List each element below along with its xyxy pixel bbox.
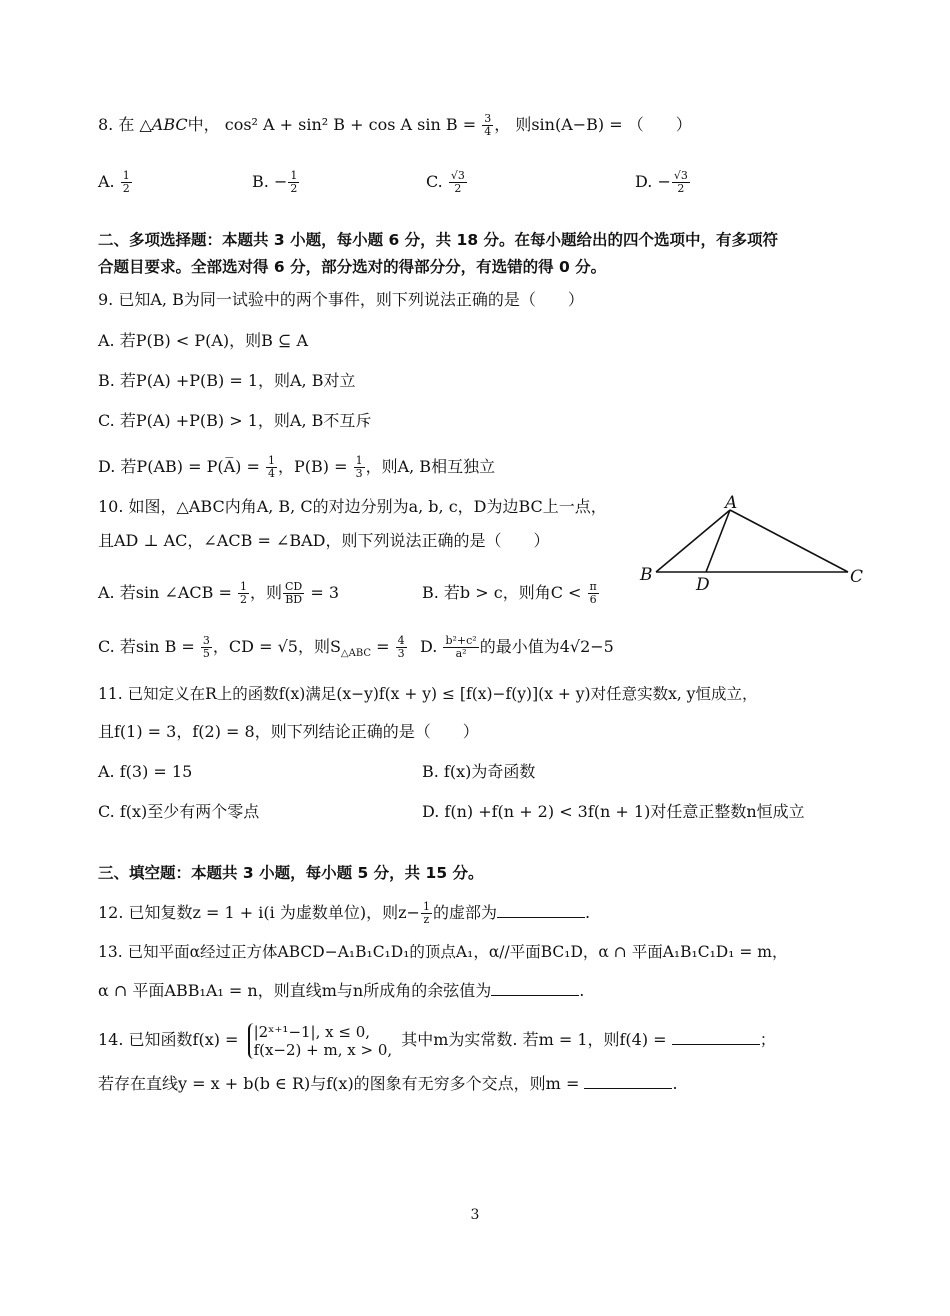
- q8-ask: ， 则sin(A−B) = （ ）: [494, 115, 692, 134]
- q10-stem-line1: 10. 如图，△ABC内角A, B, C的对边分别为a, b, c，D为边BC上一点，: [98, 497, 607, 516]
- q14-answer-blank-1[interactable]: [672, 1030, 760, 1045]
- q8-option-a: [98, 170, 133, 195]
- q8-option-b: [252, 170, 300, 195]
- q13-line2-pre: α ∩ 平面ABB₁A₁ = n，则直线m与n所成角的余弦值为: [98, 981, 492, 1000]
- q10-c-f2-num: 4: [397, 634, 405, 647]
- q11-option-b: B. f(x)为奇函数: [422, 762, 536, 781]
- q8-opt-a-num: 1: [122, 169, 130, 182]
- q9-d-f1-den: 4: [267, 467, 275, 480]
- q14-post: 其中m为实常数. 若m = 1，则f(4) =: [401, 1030, 667, 1049]
- q9-d-f2-num: 1: [355, 454, 363, 467]
- q9-d-frac2: [354, 455, 365, 480]
- q8-opt-d-label: D.: [635, 172, 653, 191]
- q9-d-post: ，则A, B相互独立: [365, 457, 496, 476]
- side-ac: [730, 510, 848, 572]
- q9-option-a: A. 若P(B) < P(A)，则B ⊆ A: [98, 331, 309, 350]
- q10-a-mid: ，则: [250, 583, 283, 602]
- q10-c-pre: C. 若sin B =: [98, 637, 195, 656]
- q10-b-frac: [588, 581, 599, 606]
- q9-d-mid: ，P(B) =: [277, 457, 348, 476]
- q10-option-a: [98, 581, 339, 606]
- q9-d-frac1: [266, 455, 277, 480]
- q14-end: .: [672, 1074, 678, 1093]
- q10-stem-line2: 且AD ⊥ AC，∠ACB = ∠BAD，则下列说法正确的是（ ）: [98, 531, 550, 550]
- q8-opt-d-den: 2: [677, 182, 685, 195]
- q8-opt-a-label: A.: [98, 172, 115, 191]
- q8-opt-b-frac: [288, 170, 299, 195]
- q8-opt-c-label: C.: [426, 172, 443, 191]
- q12-answer-blank[interactable]: [497, 903, 585, 918]
- q8-opt-d-frac: [672, 170, 690, 195]
- q8-option-d: [635, 170, 691, 195]
- section2-heading-line1: 二、多项选择题：本题共 3 小题，每小题 6 分，共 18 分。在每小题给出的四个选项中，有多项符: [98, 231, 779, 249]
- q10-d-f-num: b²+c²: [445, 634, 477, 647]
- q9-d-pre: D. 若P(AB) = P(A̅) =: [98, 457, 260, 476]
- q8-mid: 中，: [187, 115, 220, 134]
- q11-option-d: D. f(n) +f(n + 2) < 3f(n + 1)对任意正整数n恒成立: [422, 802, 805, 821]
- q10-c-f2-den: 3: [397, 647, 405, 660]
- q10-d-post: 的最小值为4√2−5: [479, 637, 614, 656]
- q10-a-frac2: [283, 581, 304, 606]
- q8-frac-den: 4: [484, 125, 492, 138]
- q14-case1: |2ˣ⁺¹−1|, x ≤ 0,: [253, 1022, 371, 1041]
- q10-option-d: [420, 635, 614, 660]
- q13-answer-blank[interactable]: [491, 981, 579, 996]
- q10-a-f-den: 2: [240, 593, 247, 606]
- q8-tri: ABC: [151, 115, 188, 134]
- q8-number: 8.: [98, 115, 114, 134]
- q8-lead: 在 △: [118, 115, 152, 134]
- section3-heading: 三、填空题：本题共 3 小题，每小题 5 分，共 15 分。: [98, 864, 484, 882]
- q11-option-a: A. f(3) = 15: [98, 762, 193, 781]
- q10-b-f-num: π: [589, 580, 597, 593]
- q14-piecewise: [248, 1023, 393, 1059]
- q9-option-d: [98, 455, 495, 480]
- q14-line2-pre: 若存在直线y = x + b(b ∈ R)与f(x)的图象有无穷多个交点，则m =: [98, 1074, 580, 1093]
- q8-opt-d-sign: −: [657, 172, 671, 191]
- q12-f-den: z: [423, 913, 430, 926]
- q10-d-pre: D.: [420, 637, 438, 656]
- q10-a-post: = 3: [310, 583, 340, 602]
- q12-f-num: 1: [422, 900, 430, 913]
- q8-opt-b-sign: −: [273, 172, 288, 191]
- q14-line1: [98, 1019, 776, 1061]
- q8-opt-b-num: 1: [290, 169, 298, 182]
- section2-heading-line2: 合题目要求。全部选对得 6 分，部分选对的得部分分，有选错的得 0 分。: [98, 258, 607, 276]
- q8-option-c: [426, 170, 468, 195]
- q9-d-f2-den: 3: [355, 467, 363, 480]
- q11-stem-line1: 11. 已知定义在R上的函数f(x)满足(x−y)f(x + y) ≤ [f(x)−f(y)](x + y)对任意实数x, y恒成立，: [98, 685, 758, 703]
- q14-answer-blank-2[interactable]: [584, 1074, 672, 1089]
- q9-option-b: B. 若P(A) +P(B) = 1，则A, B对立: [98, 371, 356, 390]
- q12-end: .: [584, 903, 591, 922]
- q8-fraction: [482, 113, 493, 138]
- q10-d-frac: [443, 635, 478, 660]
- q13-end: .: [579, 981, 585, 1000]
- q10-a-frac1: [238, 581, 249, 606]
- q12-line: [98, 901, 590, 926]
- q8-opt-c-frac: [449, 170, 467, 195]
- q11-option-c: C. f(x)至少有两个零点: [98, 802, 260, 821]
- side-ab: [656, 510, 730, 572]
- q10-option-c: [98, 635, 408, 665]
- q10-a-f2-den: BD: [285, 593, 303, 606]
- q10-a-f-num: 1: [240, 580, 247, 593]
- q10-c-f-num: 3: [202, 634, 210, 647]
- q10-b-f-den: 6: [589, 593, 597, 606]
- q8-opt-c-num: √3: [450, 169, 465, 182]
- q10-c-sub: △ABC: [340, 648, 372, 660]
- q10-c-eq: =: [371, 637, 390, 656]
- label-b: B: [640, 565, 653, 585]
- q9-option-c: C. 若P(A) +P(B) > 1，则A, B不互斥: [98, 411, 372, 430]
- q8-opt-d-num: √3: [673, 169, 688, 182]
- q8-stem: [98, 113, 692, 138]
- q14-pre: 14. 已知函数f(x) =: [98, 1030, 239, 1049]
- q12-post: 的虚部为: [432, 903, 497, 922]
- q8-opt-a-den: 2: [122, 182, 130, 195]
- q14-case2: f(x−2) + m, x > 0,: [253, 1040, 393, 1059]
- q13-line1: 13. 已知平面α经过正方体ABCD−A₁B₁C₁D₁的顶点A₁，α//平面BC₁D，α ∩ 平面A₁B₁C₁D₁ = m，: [98, 943, 788, 961]
- q9-stem: 9. 已知A, B为同一试验中的两个事件，则下列说法正确的是（ ）: [98, 290, 584, 309]
- q8-frac-num: 3: [484, 112, 492, 125]
- label-c: C: [850, 567, 864, 587]
- q10-a-pre: A. 若sin ∠ACB =: [98, 583, 232, 602]
- q8-opt-a-frac: [121, 170, 132, 195]
- q10-c-f-den: 5: [202, 647, 210, 660]
- q8-equation: cos² A + sin² B + cos A sin B =: [224, 115, 477, 134]
- q10-b-pre: B. 若b > c，则角C <: [422, 583, 582, 602]
- q10-triangle-figure: [630, 492, 880, 598]
- q8-opt-b-den: 2: [290, 182, 298, 195]
- q10-a-f2-num: CD: [285, 580, 303, 593]
- q10-c-frac2: [396, 635, 407, 660]
- q8-opt-b-label: B.: [252, 172, 269, 191]
- q12-pre: 12. 已知复数z = 1 + i(i 为虚数单位)，则z−: [98, 903, 420, 922]
- label-d: D: [696, 575, 710, 595]
- page-number: 3: [470, 1207, 480, 1223]
- q12-frac: [421, 901, 432, 926]
- q13-line2: [98, 980, 584, 1002]
- q10-c-mid: ，CD = √5，则S: [212, 637, 341, 656]
- q10-c-frac1: [201, 635, 212, 660]
- q10-d-f-den: a²: [455, 647, 467, 660]
- q14-line2: [98, 1073, 678, 1095]
- label-a: A: [725, 493, 738, 513]
- q8-opt-c-den: 2: [454, 182, 462, 195]
- q9-d-f1-num: 1: [267, 454, 275, 467]
- q14-semi: ；: [759, 1030, 776, 1049]
- q11-stem-line2: 且f(1) = 3，f(2) = 8，则下列结论正确的是（ ）: [98, 722, 479, 741]
- q10-option-b: [422, 581, 600, 606]
